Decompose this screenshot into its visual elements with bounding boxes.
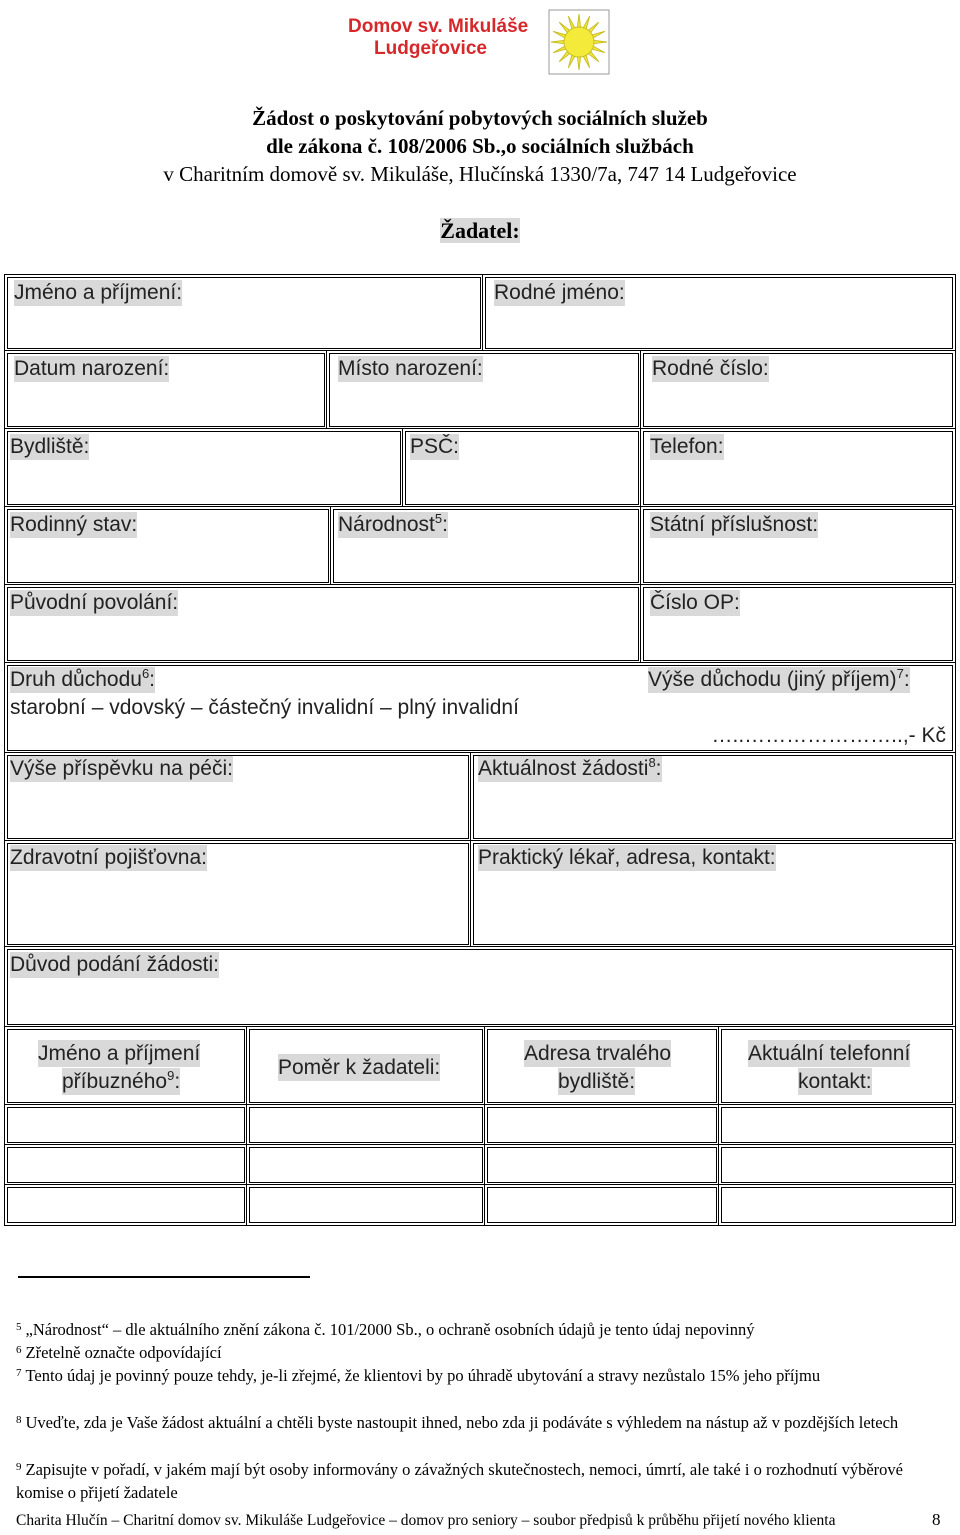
birth-date-label: Datum narození: — [14, 357, 170, 380]
care-allowance-label: Výše příspěvku na péči: — [10, 757, 233, 780]
document-title-line2: dle zákona č. 108/2006 Sb.,o sociálních službách — [266, 134, 694, 158]
birth-place-label: Místo narození: — [338, 357, 483, 380]
sun-ray — [551, 40, 565, 43]
relatives-row2-name[interactable] — [4, 1144, 248, 1186]
relatives-col-name-line2: příbuzného$^9$: — [62, 1068, 181, 1093]
postal-code-label: PSČ: — [410, 435, 460, 458]
nationality-label: Národnost$^5$: — [338, 511, 448, 536]
footnote-separator — [18, 1276, 310, 1278]
citizenship-label: Státní příslušnost: — [650, 513, 819, 536]
footnote-7: $^7$ Tento údaj je povinný pouze tehdy, je-li zřejmé, že klientovi by po úhradě ubytování a stravy nezůstalo 15% jeho příjmu — [16, 1366, 821, 1385]
document-title-line1: Žádost o poskytování pobytových sociálních služeb — [252, 106, 708, 130]
relatives-row3-address[interactable] — [484, 1184, 720, 1226]
footnote-6: $^6$ Zřetelně označte odpovídající — [16, 1343, 222, 1362]
sun-ray — [577, 56, 580, 70]
relatives-col-phone-line2: kontakt: — [798, 1070, 872, 1093]
birth-number-label: Rodné číslo: — [652, 357, 769, 380]
relatives-row3-relation[interactable] — [246, 1184, 486, 1226]
relatives-col-address-line2: bydliště: — [558, 1070, 636, 1093]
page-number: 8 — [932, 1510, 941, 1529]
relatives-row2-address[interactable] — [484, 1144, 720, 1186]
relatives-row1-address[interactable] — [484, 1104, 720, 1146]
pension-amount-label: Výše důchodu (jiný příjem)$^7$: — [648, 666, 910, 691]
pension-amount-value[interactable]: …..…………………..,- Kč — [711, 724, 946, 747]
marital-status-label: Rodinný stav: — [10, 513, 138, 536]
relatives-row1-relation[interactable] — [246, 1104, 486, 1146]
footnote-5: $^5$ „Národnost“ – dle aktuálního znění zákona č. 101/2000 Sb., o ochraně osobních údajů je tento údaj nepovinný — [16, 1320, 755, 1339]
logo — [344, 4, 614, 76]
name-label: Jméno a příjmení: — [14, 281, 183, 304]
footnote-9: $^9$ Zapisujte v pořadí, v jakém mají být osoby informovány o závažných skutečnostech, nemoci, úmrtí, ale také i o rozhodnutí výběrové komise o přijetí žadatele — [16, 1460, 903, 1502]
section-title: Žadatel: — [440, 218, 520, 243]
footnote-8: $^8$ Uveďte, zda je Vaše žádost aktuální a chtěli byste nastoupit ihned, nebo zda ji podáváte s výhledem na nástup až v pozdějších letech — [16, 1413, 899, 1432]
sun-icon — [546, 4, 612, 76]
logo-text-line2: Ludgeřovice — [374, 38, 487, 59]
birth-name-label: Rodné jméno: — [494, 281, 625, 304]
logo-text-line1: Domov sv. Mikuláše — [348, 16, 529, 37]
relatives-row2-relation[interactable] — [246, 1144, 486, 1186]
residence-label: Bydliště: — [10, 435, 90, 458]
insurance-label: Zdravotní pojišťovna: — [10, 846, 207, 869]
urgency-label: Aktuálnost žádosti$^8$: — [478, 755, 662, 780]
page-footer: Charita Hlučín – Charitní domov sv. Mikuláše Ludgeřovice – domov pro seniory – soubor předpisů k průběhu přijetí nového klienta — [16, 1512, 836, 1529]
sun-ray — [593, 40, 607, 43]
relatives-row3-name[interactable] — [4, 1184, 248, 1226]
reason-label: Důvod podání žádosti: — [10, 953, 219, 976]
occupation-label: Původní povolání: — [10, 591, 179, 614]
doctor-label: Praktický lékař, adresa, kontakt: — [478, 846, 776, 869]
phone-label: Telefon: — [650, 435, 724, 458]
relatives-row1-name[interactable] — [4, 1104, 248, 1146]
sun-ray — [577, 14, 580, 28]
relatives-col-name-line1: Jméno a příjmení — [38, 1042, 201, 1065]
document-title-line3: v Charitním domově sv. Mikuláše, Hlučínská 1330/7a, 747 14 Ludgeřovice — [163, 162, 797, 186]
relatives-row1-phone[interactable] — [718, 1104, 956, 1146]
pension-type-options[interactable]: starobní – vdovský – částečný invalidní – plný invalidní — [10, 696, 519, 719]
id-number-label: Číslo OP: — [650, 591, 740, 614]
relatives-col-phone-line1: Aktuální telefonní — [748, 1042, 911, 1065]
relatives-col-address-line1: Adresa trvalého — [524, 1042, 672, 1065]
relatives-row3-phone[interactable] — [718, 1184, 956, 1226]
relatives-row2-phone[interactable] — [718, 1144, 956, 1186]
pension-type-label: Druh důchodu$^6$: — [10, 666, 156, 691]
relatives-col-relation: Poměr k žadateli: — [278, 1056, 441, 1079]
